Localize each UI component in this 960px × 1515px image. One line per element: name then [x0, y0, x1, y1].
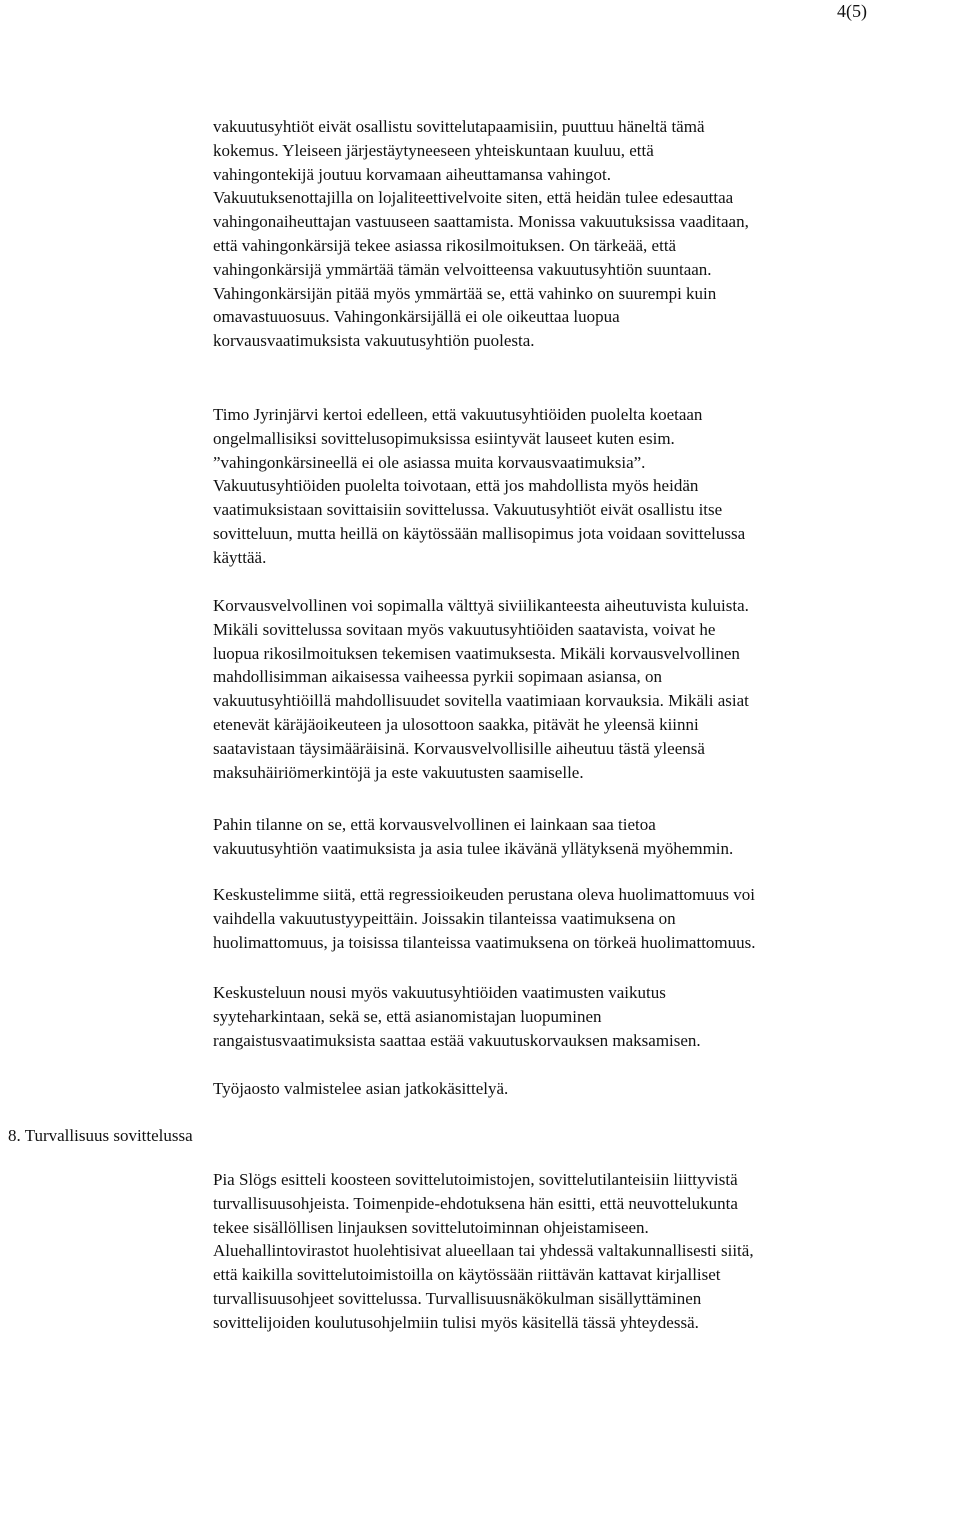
paragraph-regression-right: Keskustelimme siitä, että regressioikeuden perustana oleva huolimattomuus voi vaihdella vakuutustyypeittäin. Joissakin tilanteissa vaatimuksena on huolimattomuus, ja toisissa tilanteissa vaatimuksena on törkeä huolimattomuus. — [213, 885, 756, 952]
paragraph-insurers-participation: vakuutusyhtiöt eivät osallistu sovittelutapaamisiin, puuttuu häneltä tämä kokemus. Yleiseen järjestäytyneeseen yhteiskuntaan kuuluu, että vahingontekijä joutuu korvamaan aiheuttamansa vahingot. Vakuutuksenottajilla on lojaliteettivelvoite siten, että heidän tulee edesauttaa vahingonaiheuttajan vastuuseen saattamista. Monissa vakuutuksissa vaaditaan, että vahingonkärsijä tekee asiassa rikosilmoituksen. On tärkeää, että vahingonkärsijä ymmärtää tämän velvoitteensa vakuutusyhtiön suuntaan. Vahingonkärsijän pitää myös ymmärtää se, että vahinko on suurempi kuin omavastuuosuus. Vahingonkärsijällä ei ole oikeuttaa luopua korvausvaatimuksista vakuutusyhtiön puolesta. — [213, 117, 749, 351]
page-number: 4(5) — [837, 1, 867, 21]
paragraph-prosecution-effect: Keskusteluun nousi myös vakuutusyhtiöiden vaatimusten vaikutus syyteharkintaan, sekä se, että asianomistajan luopuminen rangaistusvaatimuksista saattaa estää vakuutuskorvauksen maksamisen. — [213, 983, 701, 1050]
paragraph-worst-case: Pahin tilanne on se, että korvausvelvollinen ei lainkaan saa tietoa vakuutusyhtiön vaatimuksista ja asia tulee ikävänä yllätyksenä myöhemmin. — [213, 815, 734, 858]
paragraph-liability-settlement: Korvausvelvollinen voi sopimalla välttyä siviilikanteesta aiheutuvista kuluista. Mikäli sovittelussa sovitaan myös vakuutusyhtiöiden saatavista, voivat he luopua rikosilmoituksen tekemisen vaatimuksesta. Mikäli korvausvelvollinen mahdollisimman aikaisessa vaiheessa pyrkii sopimaan asiansa, on vakuutusyhtiöillä mahdollisuudet sovitella vaatimiaan korvauksia. Mikäli asiat etenevät käräjäoikeuteen ja ulosottoon saakka, pitävät he yleensä kiinni saatavistaan täysimääräisinä. Korvausvelvollisille aiheutuu tästä yleensä maksuhäiriömerkintöjä ja este vakuutusten saamiselle. — [213, 596, 749, 782]
paragraph-safety-guidelines: Pia Slögs esitteli koosteen sovittelutoimistojen, sovittelutilanteisiin liittyvistä turvallisuusohjeista. Toimenpide-ehdotuksena hän esitti, että neuvottelukunta tekee sisällöllisen linjauksen sovittelutoiminnan ohjeistamiseen. Aluehallintovirastot huolehtisivat alueellaan tai yhdessä valtakunnallisesti siitä, että kaikilla sovittelutoimistoilla on käytössään riittävän kattavat kirjalliset turvallisuusohjeet sovittelussa. Turvallisuusnäkökulman sisällyttäminen sovittelijoiden koulutusohjelmiin tulisi myös käsitellä tässä yhteydessä. — [213, 1170, 754, 1332]
paragraph-working-group: Työjaosto valmistelee asian jatkokäsittelyä. — [213, 1079, 509, 1098]
section-heading-safety: 8. Turvallisuus sovittelussa — [8, 1126, 193, 1145]
paragraph-jyrinjarvi-statement: Timo Jyrinjärvi kertoi edelleen, että vakuutusyhtiöiden puolelta koetaan ongelmallisiksi sovittelusopimuksissa esiintyvät lauseet kuten esim. ”vahingonkärsineellä ei ole asiassa muita korvausvaatimuksia”. Vakuutusyhtiöiden puolelta toivotaan, että jos mahdollista myös heidän vaatimuksistaan sovittaisiin sovittelussa. Vakuutusyhtiöt eivät osallistu itse sovitteluun, mutta heillä on käytössään mallisopimus jota voidaan sovittelussa käyttää. — [213, 405, 746, 567]
